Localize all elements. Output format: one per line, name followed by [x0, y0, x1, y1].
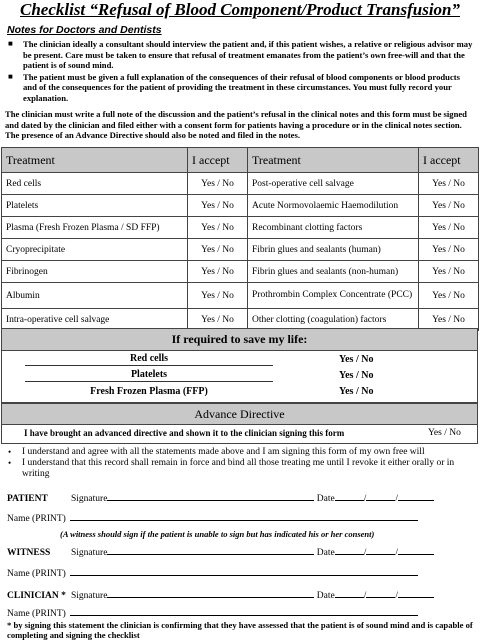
- clinician-name-field[interactable]: [70, 606, 418, 616]
- required-item: Fresh Frozen Plasma (FFP): [90, 386, 208, 397]
- notes-paragraph: The clinician must write a full note of the discussion and the patient’s refusal in the clinical notes and this form must be signed and dated by the clinician and filed either with a consent form for patients having a procedure or in the clinical notes section. The presence of an Advance Directive should also be noted and filed in the notes.: [5, 109, 467, 140]
- notes-heading: Notes for Doctors and Dentists: [7, 24, 162, 36]
- witness-label: WITNESS: [7, 548, 51, 558]
- yes-no-choice[interactable]: Yes / No: [339, 386, 374, 397]
- name-print-label: Name (PRINT): [7, 514, 66, 524]
- table-row: [2, 173, 479, 195]
- date-label: Date: [316, 548, 335, 558]
- date-label: Date: [316, 591, 335, 601]
- page-title: Checklist “Refusal of Blood Component/Product Transfusion”: [19, 0, 461, 19]
- patient-date-year-field[interactable]: [398, 491, 434, 501]
- note-bullet: ■ The clinician ideally a consultant should interview the patient and, if this patient wishes, a relative or religious advisor may be present. Care must be taken to ensure that refusal of treatment emanates from the patient’s own free-will and that the patient is of sound mind.: [8, 39, 473, 70]
- patient-signature-field[interactable]: [107, 491, 314, 501]
- table-row: [2, 217, 479, 239]
- table-row: [2, 261, 479, 283]
- treatment-cell: Fibrin glues and sealants (human): [248, 239, 419, 261]
- yes-no-choice[interactable]: Yes / No: [419, 283, 479, 309]
- date-label: Date: [316, 494, 335, 504]
- col-header-treatment: Treatment: [2, 148, 188, 173]
- witness-note: (A witness should sign if the patient is unable to sign but has indicated his or her consent): [60, 529, 375, 539]
- clinician-name-row: [7, 606, 477, 619]
- footnote: * by signing this statement the clinician is confirming that they have assessed that the patient is of sound mind and is capable of completing and signing the checklist: [7, 620, 473, 640]
- signature-label: Signature: [71, 591, 108, 601]
- bullet-icon: •: [8, 458, 12, 468]
- treatment-cell: Albumin: [2, 283, 188, 309]
- square-bullet-icon: ■: [8, 39, 13, 48]
- clinician-date-month-field[interactable]: [366, 588, 395, 598]
- treatment-cell: Cryoprecipitate: [2, 239, 188, 261]
- required-item: Platelets: [25, 368, 273, 382]
- col-header-treatment: Treatment: [248, 148, 419, 173]
- yes-no-choice[interactable]: Yes / No: [419, 195, 479, 217]
- advance-directive-statement: I have brought an advanced directive and shown it to the clinician signing this form: [24, 428, 345, 438]
- patient-date-day-field[interactable]: [335, 491, 364, 501]
- patient-name-row: [7, 511, 477, 524]
- yes-no-choice[interactable]: Yes / No: [419, 217, 479, 239]
- yes-no-choice[interactable]: Yes / No: [339, 370, 374, 381]
- yes-no-choice[interactable]: Yes / No: [339, 354, 374, 365]
- treatment-cell: Fibrinogen: [2, 261, 188, 283]
- table-row: [2, 239, 479, 261]
- advance-directive-heading: Advance Directive: [1, 403, 478, 425]
- table-row: [2, 195, 479, 217]
- witness-name-field[interactable]: [70, 566, 418, 576]
- patient-signature-row: PATIENT Signature Date / /: [7, 491, 477, 504]
- yes-no-choice[interactable]: Yes / No: [419, 309, 479, 331]
- witness-date-month-field[interactable]: [366, 545, 395, 555]
- witness-date-year-field[interactable]: [398, 545, 434, 555]
- required-heading: If required to save my life:: [1, 328, 478, 351]
- square-bullet-icon: ■: [8, 71, 13, 81]
- advance-directive-section: [1, 424, 478, 444]
- witness-signature-field[interactable]: [107, 545, 314, 555]
- yes-no-choice[interactable]: Yes / No: [188, 173, 248, 195]
- treatment-cell: Red cells: [2, 173, 188, 195]
- col-header-accept: I accept: [419, 148, 479, 173]
- patient-date-month-field[interactable]: [366, 491, 395, 501]
- treatment-cell: Prothrombin Complex Concentrate (PCC): [248, 283, 419, 309]
- treatment-cell: Intra-operative cell salvage: [2, 309, 188, 331]
- treatment-cell: Recombinant clotting factors: [248, 217, 419, 239]
- clinician-date-day-field[interactable]: [335, 588, 364, 598]
- yes-no-choice[interactable]: Yes / No: [419, 173, 479, 195]
- yes-no-choice[interactable]: Yes / No: [188, 283, 248, 309]
- name-print-label: Name (PRINT): [7, 609, 66, 619]
- name-print-label: Name (PRINT): [7, 569, 66, 579]
- yes-no-choice[interactable]: Yes / No: [188, 217, 248, 239]
- signature-label: Signature: [71, 548, 108, 558]
- treatment-cell: Other clotting (coagulation) factors: [248, 309, 419, 331]
- table-header-row: [2, 148, 479, 173]
- yes-no-choice[interactable]: Yes / No: [428, 428, 461, 438]
- agreement-item: • I understand that this record shall remain in force and bind all those treating me until I revoke it either orally or in writing: [8, 458, 455, 479]
- witness-name-row: [7, 566, 477, 579]
- patient-name-field[interactable]: [70, 511, 418, 521]
- agreement-item: • I understand and agree with all the statements made above and I am signing this form of my own free will: [8, 447, 425, 457]
- treatment-cell: Platelets: [2, 195, 188, 217]
- patient-label: PATIENT: [7, 494, 48, 504]
- treatment-cell: Post-operative cell salvage: [248, 173, 419, 195]
- yes-no-choice[interactable]: Yes / No: [188, 239, 248, 261]
- clinician-label: CLINICIAN *: [7, 591, 66, 601]
- yes-no-choice[interactable]: Yes / No: [419, 239, 479, 261]
- yes-no-choice[interactable]: Yes / No: [188, 195, 248, 217]
- required-item: Red cells: [25, 352, 273, 366]
- treatment-cell: Acute Normovolaemic Haemodilution: [248, 195, 419, 217]
- col-header-accept: I accept: [188, 148, 248, 173]
- required-section: [1, 350, 478, 403]
- witness-signature-row: WITNESS Signature Date / /: [7, 545, 477, 558]
- yes-no-choice[interactable]: Yes / No: [419, 261, 479, 283]
- yes-no-choice[interactable]: Yes / No: [188, 261, 248, 283]
- treatment-table: [1, 147, 479, 331]
- notes-bullets: [7, 39, 473, 104]
- agreement-list: [7, 447, 473, 480]
- treatment-cell: Fibrin glues and sealants (non-human): [248, 261, 419, 283]
- table-row: [2, 283, 479, 309]
- clinician-date-year-field[interactable]: [398, 588, 434, 598]
- bullet-icon: •: [8, 447, 12, 457]
- clinician-signature-row: CLINICIAN * Signature Date / /: [7, 588, 477, 601]
- signature-label: Signature: [71, 494, 108, 504]
- clinician-signature-field[interactable]: [107, 588, 314, 598]
- treatment-cell: Plasma (Fresh Frozen Plasma / SD FFP): [2, 217, 188, 239]
- witness-date-day-field[interactable]: [335, 545, 364, 555]
- yes-no-choice[interactable]: Yes / No: [188, 309, 248, 331]
- note-bullet: ■ The patient must be given a full explanation of the consequences of their refusal of blood components or blood products and of the consequences for the patient of providing the treatment in these circumstances. You must fully record your explanation.: [8, 71, 460, 103]
